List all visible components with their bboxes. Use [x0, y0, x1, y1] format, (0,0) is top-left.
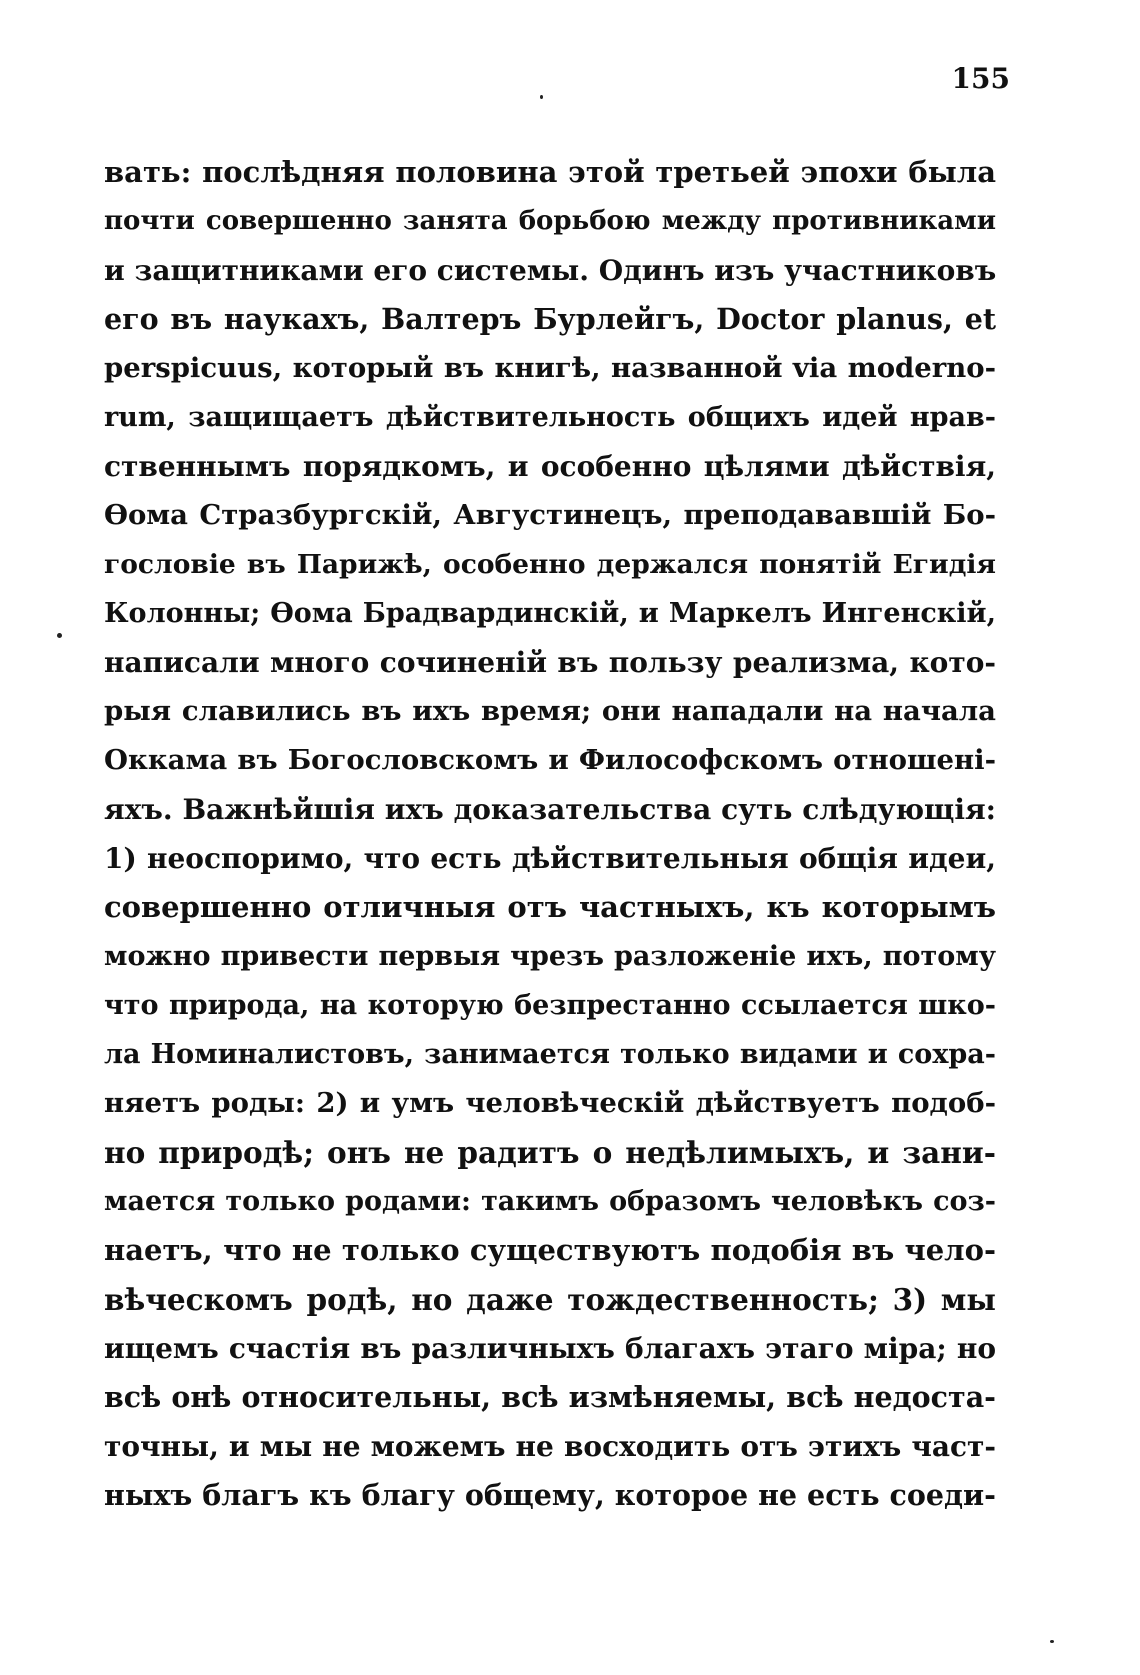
text-line: ственнымъ порядкомъ, и особенно цѣлями дѣйствія, [104, 450, 996, 483]
text-line: написали много сочиненій въ пользу реализма, кото- [104, 646, 996, 679]
text-line: его въ наукахъ, Валтеръ Бурлейгъ, Doctor planus, et [104, 302, 996, 336]
text-line: всѣ онѣ относительны, всѣ измѣняемы, всѣ недоста- [104, 1380, 996, 1414]
body-text [104, 148, 996, 1520]
text-line: няетъ роды: 2) и умъ человѣческій дѣйствуетъ подоб- [104, 1087, 996, 1119]
text-line: можно привести первыя чрезъ разложеніе ихъ, потому [104, 941, 996, 972]
text-line: ныхъ благъ къ благу общему, которое не есть соеди- [104, 1478, 996, 1512]
text-line: рыя славились въ ихъ время; они нападали на начала [104, 695, 996, 727]
text-line: яхъ. Важнѣйшія ихъ доказательства суть слѣдующія: [104, 793, 996, 826]
text-line: наетъ, что не только существуютъ подобія въ чело- [104, 1233, 996, 1267]
text-line: Оккама въ Богословскомъ и Философскомъ отношені- [104, 744, 996, 776]
text-line: гословіе въ Парижѣ, особенно держался понятій Егидія [104, 549, 996, 580]
text-line: Колонны; Ѳома Брадвардинскій, и Маркелъ Ингенскій, [104, 598, 996, 629]
text-line: 1) неоспоримо, что есть дѣйствительныя общія идеи, [104, 842, 996, 875]
text-line: совершенно отличныя отъ частныхъ, къ которымъ [104, 890, 996, 924]
text-line: точны, и мы не можемъ не восходить отъ этихъ част- [104, 1430, 996, 1463]
text-line: Ѳома Стразбургскій, Августинецъ, преподававшій Бо- [104, 499, 996, 531]
text-line: и защитниками его системы. Одинъ изъ участниковъ [104, 254, 996, 287]
print-speck [1050, 1640, 1054, 1643]
page-number: 155 [951, 62, 1010, 95]
text-line: rum, защищаетъ дѣйствительность общихъ идей нрав- [104, 402, 996, 433]
text-line: вать: послѣдняя половина этой третьей эпохи была [104, 155, 996, 189]
text-line: но природѣ; онъ не радитъ о недѣлимыхъ, и зани- [104, 1135, 996, 1170]
print-speck [57, 633, 62, 638]
text-line: ищемъ счастія въ различныхъ благахъ этаго міра; но [104, 1332, 996, 1365]
text-line: почти совершенно занята борьбою между противниками [104, 206, 996, 236]
text-line: что природа, на которую безпрестанно ссылается шко- [104, 990, 996, 1021]
text-line: мается только родами: такимъ образомъ человѣкъ соз- [104, 1186, 996, 1217]
text-line: perspicuus, который въ книгѣ, названной via moderno- [104, 352, 996, 384]
text-line: вѣческомъ родѣ, но даже тождественность; 3) мы [104, 1282, 996, 1317]
print-speck [540, 95, 543, 99]
text-line: ла Номиналистовъ, занимается только видами и сохра- [104, 1039, 996, 1070]
